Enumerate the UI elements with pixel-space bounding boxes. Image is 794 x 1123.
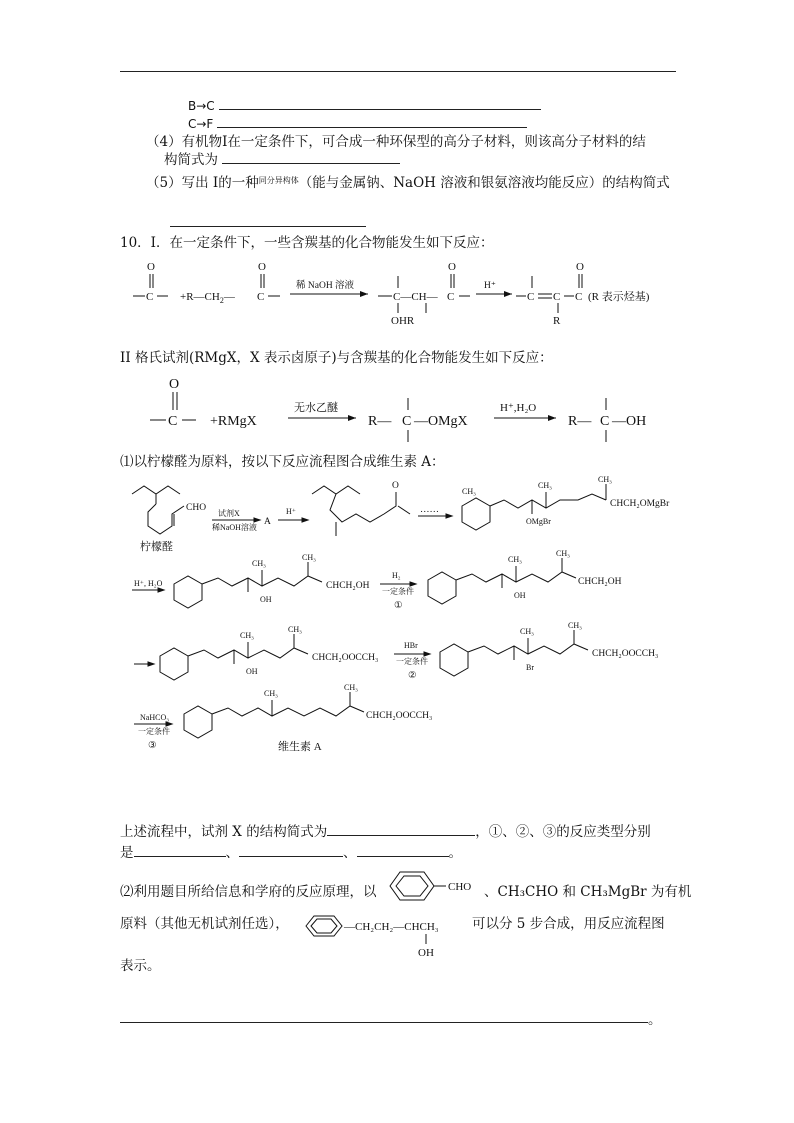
vitamin-a-label: 维生素 A	[278, 741, 322, 753]
q9-item4-label: 构简式为	[164, 152, 218, 168]
target-structure	[300, 910, 470, 960]
acetate1-structure	[160, 634, 308, 680]
r2-c2: C	[402, 414, 412, 429]
q2-line2b: 可以分 5 步合成，用反应流程图	[472, 916, 665, 932]
r2-c: C	[168, 414, 178, 429]
q9-item4-line2	[164, 150, 400, 170]
header-rule	[120, 71, 676, 72]
r1-c2: C	[257, 291, 265, 303]
r2-omgx: —OMgX	[414, 414, 468, 429]
b-to-c-label: B→C	[188, 99, 215, 113]
benzaldehyde-structure	[384, 866, 484, 906]
citral-structure	[132, 486, 184, 534]
dun-2: 、	[343, 845, 357, 861]
ch3-12: CH₃	[264, 689, 278, 698]
ch3-1: CH₃	[462, 487, 476, 496]
r1-o3: O	[448, 261, 456, 273]
reagent-x-blank[interactable]	[327, 835, 475, 836]
q2-line1-prefix: ⑵利用题目所给信息和学府的反应原理，以	[120, 884, 377, 900]
circ-2-label: ②	[408, 671, 417, 681]
q9-item5	[146, 171, 670, 193]
r1-c6: C	[575, 291, 583, 303]
c-to-f-label: C→F	[188, 117, 214, 131]
chch2oh-1-label: CHCH₂OH	[326, 581, 370, 591]
r1-oh-r: OHR	[391, 315, 415, 327]
h-h2o-label: H⁺, H₂O	[134, 579, 163, 588]
r1-c4: C	[527, 291, 535, 303]
ch3-9: CH₃	[288, 625, 302, 634]
vitamin-a-structure	[184, 692, 364, 738]
q10-intro: 10．I．在一定条件下，一些含羰基的化合物能发生如下反应：	[120, 235, 494, 251]
ch3-3: CH₃	[598, 475, 612, 484]
fill2-line	[120, 843, 462, 863]
type3-blank[interactable]	[357, 856, 449, 857]
h-plus-1: H⁺	[286, 507, 296, 516]
r2-reagent: 无水乙醚	[294, 402, 338, 414]
ch3-10: CH₃	[520, 627, 534, 636]
ch3-2: CH₃	[538, 481, 552, 490]
b-to-c-line	[188, 96, 541, 116]
fill2-period: 。	[448, 845, 462, 861]
reagent-x-label: 试剂X	[218, 509, 240, 518]
fill1-line	[120, 822, 651, 842]
br-label: Br	[526, 663, 534, 672]
omgbr-label: OMgBr	[526, 517, 551, 526]
circ-1-label: ①	[394, 601, 403, 611]
q9-item4-line1: （4）有机物Ⅰ在一定条件下，可合成一种环保型的高分子材料，则该高分子材料的结	[146, 134, 646, 150]
oh-1-label: OH	[260, 595, 272, 604]
r2-r2: R—	[568, 414, 592, 429]
dilute-naoh-label: 稀NaOH溶液	[212, 523, 257, 532]
alcohol1-structure	[174, 562, 322, 608]
answer-period: 。	[648, 1012, 662, 1028]
ch3-7: CH₃	[556, 549, 570, 558]
b-to-c-blank[interactable]	[219, 109, 541, 110]
r1-c3: C	[447, 291, 455, 303]
ch3-6: CH₃	[508, 555, 522, 564]
fill1-prefix: 上述流程中，试剂 X 的结构简式为	[120, 824, 328, 840]
cond-3-label: 一定条件	[138, 727, 170, 736]
acetate-2-label: CHCH₂OOCCH₃	[592, 649, 659, 659]
q2-line1-suffix: 、CH₃CHO 和 CH₃MgBr 为有机	[484, 884, 692, 900]
ch3-8: CH₃	[240, 631, 254, 640]
r2-plus: +RMgX	[210, 414, 257, 429]
r1-plus-r: $+R—CH_2—$	[180, 291, 235, 305]
type2-blank[interactable]	[239, 856, 343, 857]
hbr-label: HBr	[404, 641, 418, 650]
bromide-structure	[440, 630, 588, 676]
r1-r: R	[553, 315, 561, 327]
r1-c5: C	[553, 291, 561, 303]
citral-label: 柠檬醛	[140, 541, 173, 553]
r1-o2: O	[258, 261, 266, 273]
c-to-f-blank[interactable]	[217, 127, 527, 128]
dun-1: 、	[225, 845, 239, 861]
cond-2-label: 一定条件	[396, 657, 428, 666]
r2-oh: —OH	[612, 414, 647, 429]
target-oh: OH	[418, 947, 434, 959]
nahco3-label: NaHCO₃	[140, 713, 170, 722]
r2-o: O	[169, 377, 180, 392]
ketone-o: O	[392, 481, 399, 491]
r1-p-c: C—CH—	[393, 291, 438, 303]
c-to-f-line	[188, 114, 527, 134]
q9-item5-small: 同分异构体	[258, 176, 299, 185]
q9-item5-blank[interactable]	[170, 226, 366, 227]
ch3-4: CH₃	[252, 559, 266, 568]
h2-label: H₂	[392, 571, 401, 580]
r1-o6: O	[576, 261, 584, 273]
r2-c3: C	[600, 414, 610, 429]
citral-cho: CHO	[186, 503, 207, 513]
product-a: A	[264, 517, 271, 527]
q2-line2a: 原料（其他无机试剂任选），	[120, 916, 289, 932]
ch3-5: CH₃	[302, 553, 316, 562]
q2-line3: 表示。	[120, 958, 161, 974]
q9-item5-suffix: （能与金属钠、NaOH 溶液和银氨溶液均能反应）的结构简式	[298, 175, 670, 191]
alcohol2-structure	[428, 558, 576, 604]
oh-3-label: OH	[246, 667, 258, 676]
answer-line[interactable]	[120, 1022, 648, 1023]
cond-1-label: 一定条件	[382, 587, 414, 596]
reaction1	[0, 258, 794, 328]
acetate-3-label: CHCH₂OOCCH₃	[366, 711, 433, 721]
q10-q1: ⑴以柠檬醛为原料，按以下反应流程图合成维生素 A：	[120, 454, 445, 470]
r1-o1: O	[147, 261, 155, 273]
q10-part2: II 格氏试剂(RMgX，X 表示卤原子)与含羰基的化合物能发生如下反应：	[120, 350, 553, 366]
type1-blank[interactable]	[134, 856, 226, 857]
chch2oh-2-label: CHCH₂OH	[578, 577, 622, 587]
fill1-suffix: ，①、②、③的反应类型分别	[475, 824, 651, 840]
ch3-13: CH₃	[344, 683, 358, 692]
target-chain: —CH₂CH₂—CHCH₃	[344, 921, 439, 933]
q9-item4-blank[interactable]	[222, 163, 400, 164]
q9-item5-prefix: （5）写出 Ⅰ的一种	[146, 175, 259, 191]
benzaldehyde-cho: CHO	[448, 881, 472, 893]
chch2omgbr-label: CHCH₂OMgBr	[610, 499, 670, 509]
r1-c1: C	[146, 291, 154, 303]
reaction2	[0, 372, 794, 442]
r1-reagent: 稀 NaOH 溶液	[296, 281, 355, 291]
vitamin-a-scheme	[0, 475, 794, 768]
r2-acid: H⁺,H₂O	[500, 402, 537, 414]
ketone-structure	[312, 486, 410, 536]
r2-r1: R—	[368, 414, 392, 429]
ch3-11: CH₃	[568, 621, 582, 630]
fill2-prefix: 是	[120, 845, 134, 861]
scheme-dots: ……	[420, 505, 439, 515]
r1-acid: H⁺	[484, 281, 496, 291]
r1-note: (R 表示烃基)	[588, 291, 650, 303]
oh-2-label: OH	[514, 591, 526, 600]
circ-3-label: ③	[148, 741, 157, 751]
acetate-1-label: CHCH₂OOCCH₃	[312, 653, 379, 663]
